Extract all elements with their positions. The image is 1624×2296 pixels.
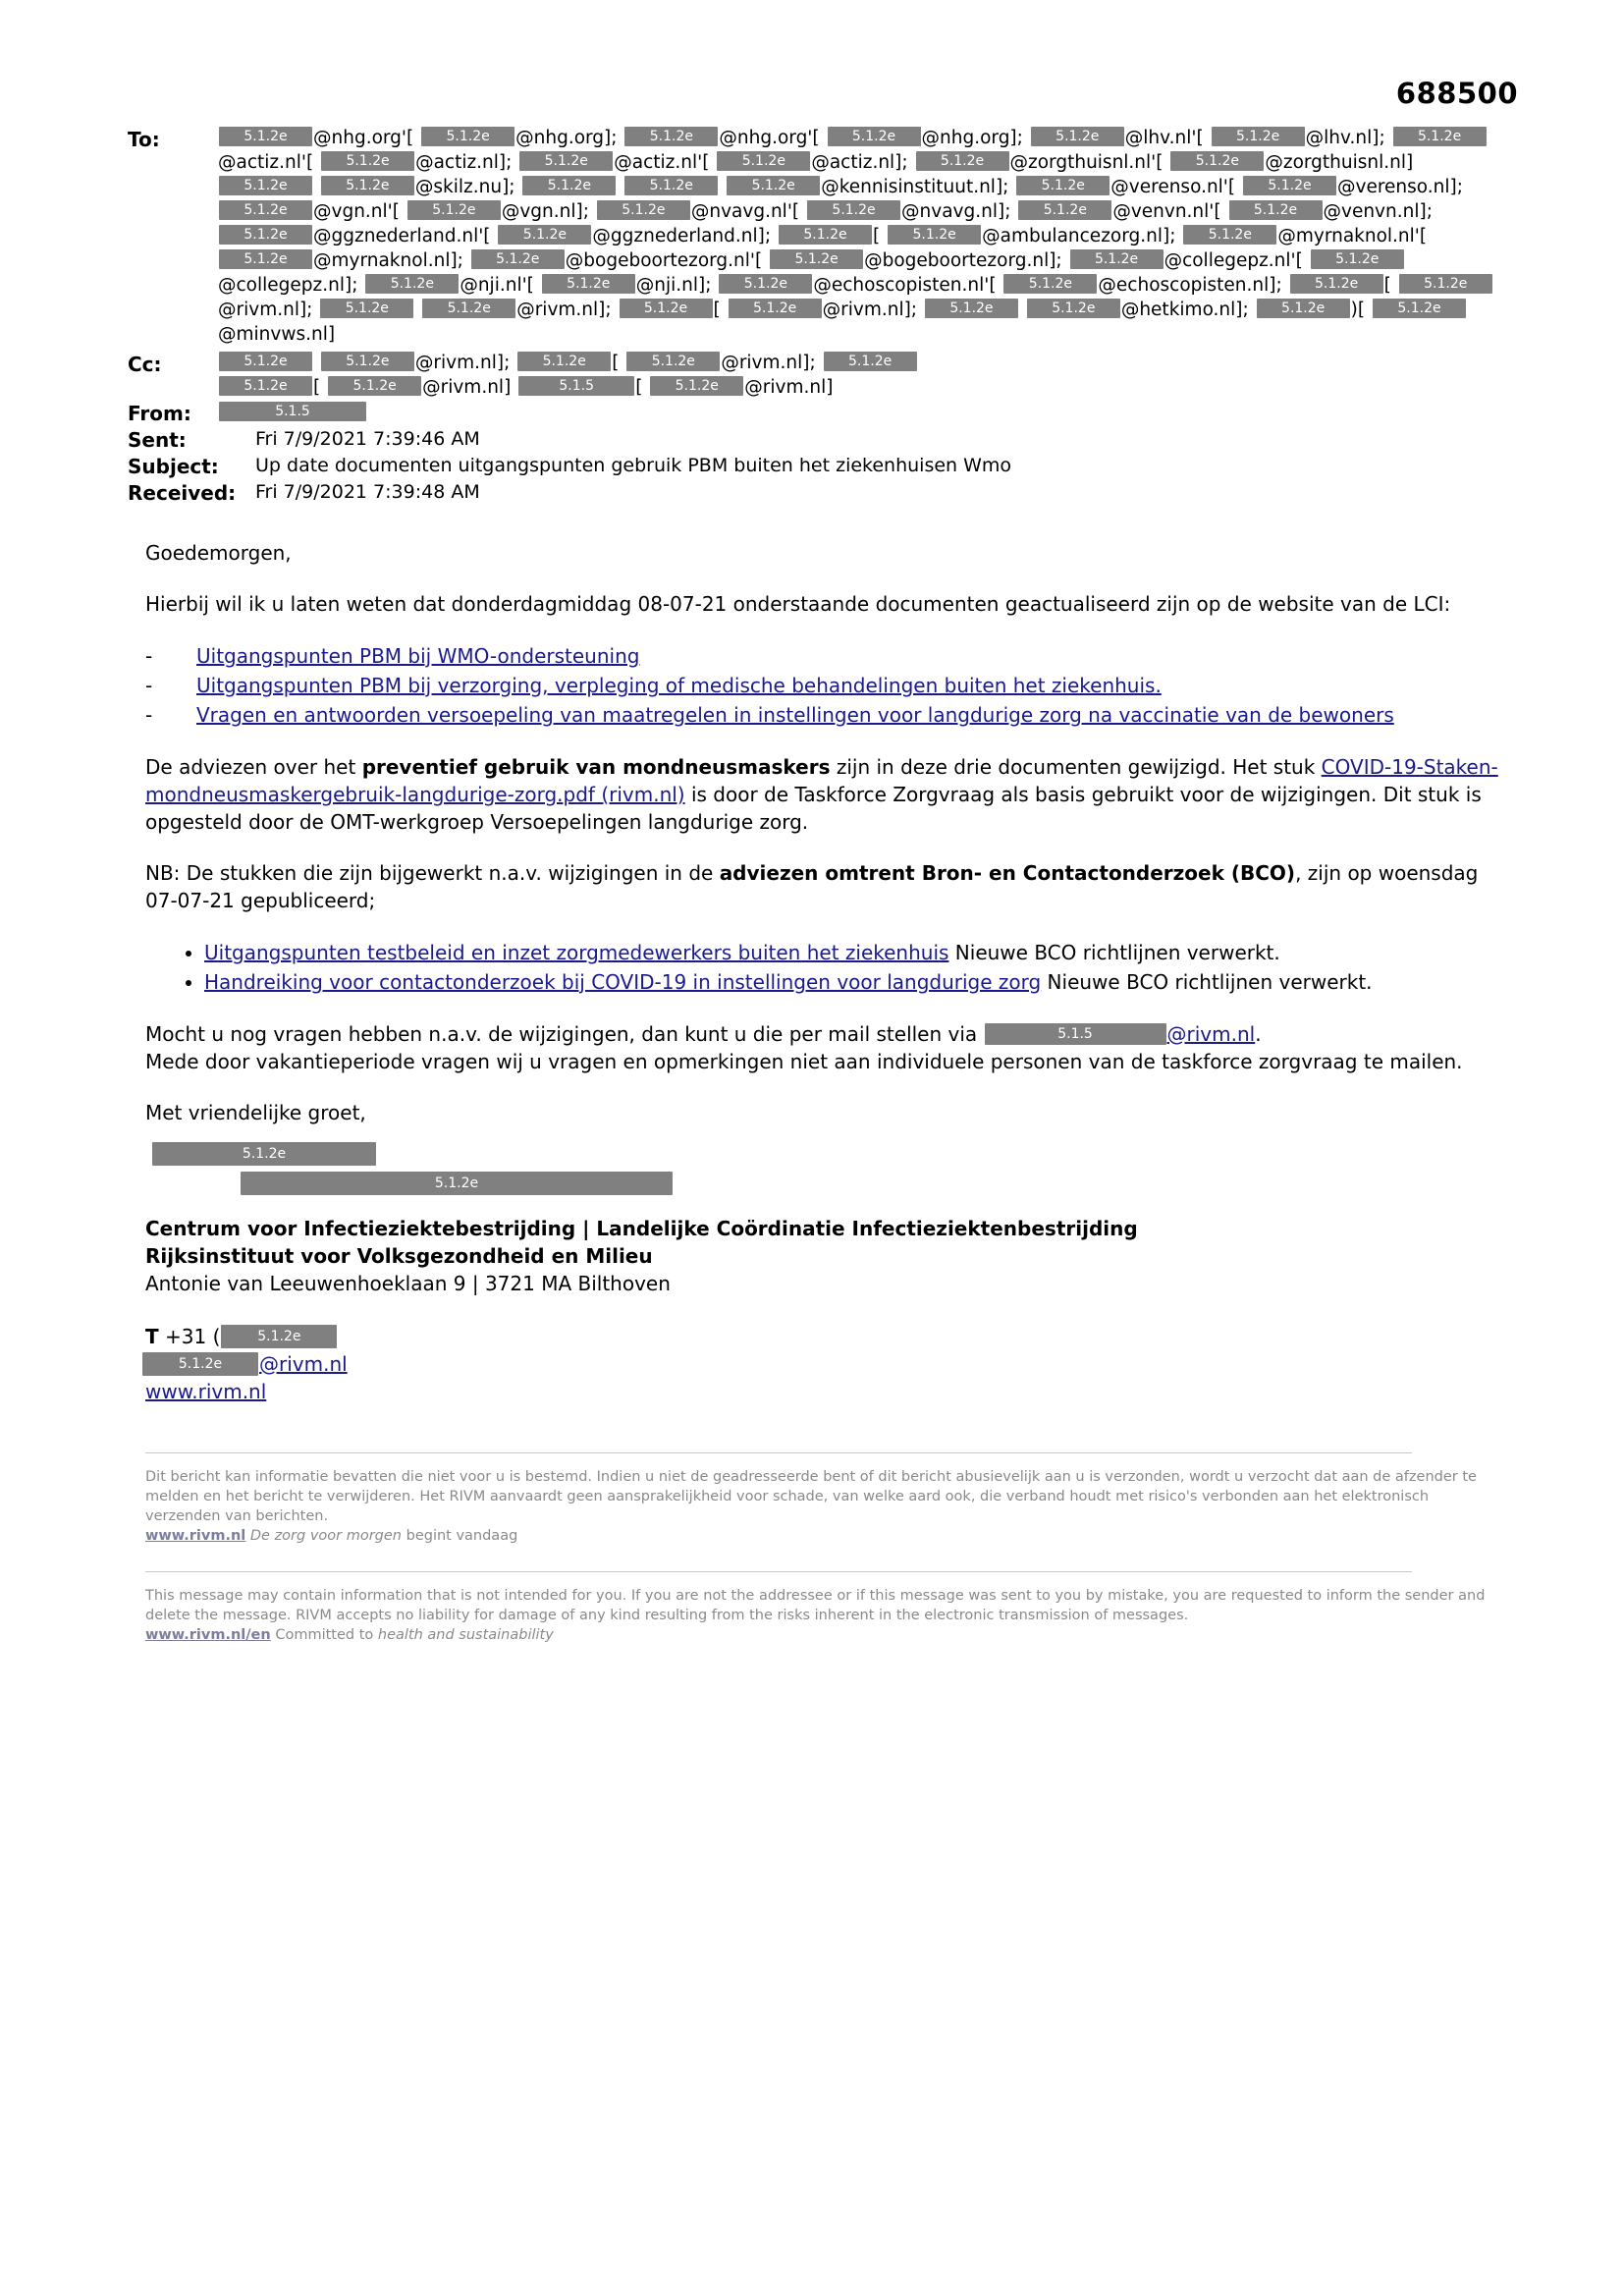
- received-value: Fri 7/9/2021 7:39:48 AM: [255, 481, 480, 503]
- redaction-box: 5.1.2e: [1031, 127, 1124, 146]
- subject-value: Up date documenten uitgangspunten gebruik PBM buiten het ziekenhuisen Wmo: [255, 455, 1012, 476]
- redaction-box: 5.1.2e: [1170, 151, 1264, 171]
- email-content: [128, 126, 1502, 1645]
- link-uitgangspunten-wmo[interactable]: Uitgangspunten PBM bij WMO-ondersteuning: [196, 644, 640, 668]
- signature-website-row: [145, 1378, 1502, 1405]
- redaction-box: 5.1.2e: [770, 249, 863, 269]
- email-body: [128, 539, 1502, 1645]
- from-label: From:: [128, 402, 191, 425]
- bullet-1-rest: Nieuwe BCO richtlijnen verwerkt.: [1041, 970, 1373, 994]
- sent-label: Sent:: [128, 428, 187, 452]
- link-contact-email[interactable]: @rivm.nl: [1166, 1022, 1256, 1046]
- redaction-box: 5.1.2e: [1393, 127, 1487, 146]
- list-item: [204, 938, 1502, 967]
- header-row-from: [128, 400, 1502, 426]
- redaction-box: 5.1.2e: [152, 1142, 376, 1166]
- disclaimer-en-text: This message may contain information that is not intended for you. If you are not the addressee or if this message was sent to you by mistake, you are requested to inform the sender and delete the message. RIVM accepts no liability for damage of any kind resulting from the risks inherent in the electronic transmission of messages.: [145, 1588, 1486, 1623]
- cc-label: Cc:: [128, 353, 162, 376]
- redaction-box: 5.1.2e: [1243, 176, 1336, 195]
- redaction-box: 5.1.2e: [1212, 127, 1305, 146]
- link-uitgangspunten-testbeleid[interactable]: Uitgangspunten testbeleid en inzet zorgmedewerkers buiten het ziekenhuis: [204, 941, 949, 964]
- header-row-subject: [128, 453, 1502, 479]
- redaction-box: 5.1.2e: [321, 176, 414, 195]
- header-row-sent: [128, 426, 1502, 453]
- redaction-box: 5.1.2e: [241, 1172, 673, 1195]
- redaction-box: 5.1.5: [518, 376, 634, 396]
- signature-org-line1: Centrum voor Infectieziektebestrijding | Landelijke Coördinatie Infectieziektenbestrijding: [145, 1217, 1138, 1240]
- redaction-box: 5.1.2e: [517, 352, 611, 371]
- redaction-box: 5.1.2e: [1311, 249, 1404, 269]
- disclaimer-block: [145, 1452, 1502, 1645]
- redaction-box: 5.1.2e: [1290, 274, 1383, 294]
- redaction-box: 5.1.2e: [498, 225, 591, 245]
- redaction-box: 5.1.2e: [142, 1352, 258, 1376]
- closing-text: Met vriendelijke groet,: [145, 1101, 366, 1124]
- redaction-box: 5.1.2e: [925, 299, 1018, 318]
- paragraph-adviezen: [145, 753, 1502, 836]
- redaction-box: 5.1.2e: [519, 151, 613, 171]
- header-row-to: [128, 126, 1502, 347]
- disclaimer-en-tagline: [145, 1625, 1502, 1645]
- redaction-box: 5.1.2e: [471, 249, 565, 269]
- redaction-box: 5.1.2e: [779, 225, 872, 245]
- received-label: Received:: [128, 481, 237, 505]
- redaction-box: 5.1.2e: [422, 299, 515, 318]
- redaction-box: 5.1.2e: [320, 299, 413, 318]
- signature-phone-row: [145, 1323, 1502, 1350]
- signature-redactions: [145, 1140, 1502, 1197]
- redaction-box: 5.1.2e: [828, 127, 921, 146]
- para3-bold: adviezen omtrent Bron- en Contactonderzoek (BCO): [719, 861, 1296, 885]
- document-links-list: [145, 641, 1502, 730]
- divider: [145, 1452, 1412, 1453]
- redaction-box: 5.1.2e: [1027, 299, 1120, 318]
- redaction-box: 5.1.2e: [1018, 200, 1111, 220]
- subject-label: Subject:: [128, 455, 219, 478]
- redaction-box: 5.1.2e: [888, 225, 981, 245]
- para2-text-c: is door de Taskforce Zorgvraag als basis gebruikt voor de wijzigingen. Dit stuk is opgesteld door de OMT-werkgroep Versoepelingen langdurige zorg.: [145, 783, 1482, 834]
- redaction-box: 5.1.2e: [1399, 274, 1492, 294]
- redaction-box: 5.1.2e: [1229, 200, 1323, 220]
- redaction-box: 5.1.2e: [421, 127, 514, 146]
- cc-recipients: 5.1.2e 5.1.2e @rivm.nl]; 5.1.2e [ 5.1.2e @rivm.nl]; 5.1.2e 5.1.2e [ 5.1.2e @rivm.nl] 5.1.5 [ 5.1.2e @rivm.nl]: [218, 351, 1502, 400]
- tagline-rest-en: Committed to: [275, 1627, 378, 1643]
- link-footer-rivm-nl[interactable]: www.rivm.nl: [145, 1528, 246, 1544]
- signature-email-row: [141, 1350, 1502, 1378]
- redaction-box: 5.1.2e: [597, 200, 690, 220]
- link-uitgangspunten-buiten-ziekenhuis[interactable]: Uitgangspunten PBM bij verzorging, verpleging of medische behandelingen buiten het ziekenhuis.: [196, 674, 1162, 697]
- redaction-box: 5.1.2e: [219, 249, 312, 269]
- tagline-rest-nl: begint vandaag: [402, 1528, 518, 1544]
- disclaimer-nl-tagline: [145, 1526, 1502, 1546]
- para4-text-c: Mede door vakantieperiode vragen wij u vragen en opmerkingen niet aan individuele personen van de taskforce zorgvraag te mailen.: [145, 1050, 1463, 1073]
- document-number: 688500: [1395, 77, 1518, 110]
- redaction-box: 5.1.2e: [650, 376, 743, 396]
- list-item: [145, 641, 1502, 671]
- phone-label: T: [145, 1325, 159, 1348]
- paragraph-nb: [145, 859, 1502, 914]
- paragraph-vragen: [145, 1020, 1502, 1075]
- para3-text-b: , zijn op woensdag 07-07-21 gepubliceerd;: [145, 861, 1479, 912]
- para2-bold: preventief gebruik van mondneusmaskers: [361, 755, 831, 779]
- para2-text-b: zijn in deze drie documenten gewijzigd. Het stuk: [830, 755, 1322, 779]
- redaction-box: 5.1.2e: [719, 274, 812, 294]
- redaction-box: 5.1.2e: [219, 352, 312, 371]
- redaction-box: 5.1.2e: [729, 299, 822, 318]
- to-label: To:: [128, 128, 160, 151]
- to-recipients: 5.1.2e @nhg.org'[ 5.1.2e @nhg.org]; 5.1.2e @nhg.org'[ 5.1.2e @nhg.org]; 5.1.2e @lhv.nl'[ 5.1.2e @lhv.nl]; 5.1.2e@actiz.nl'[ 5.1.2e @actiz.nl]; 5.1.2e @actiz.nl'[ 5.1.2e @actiz.nl]; 5.1.2e @zorgthuisnl.nl'[ 5.1.2e @zorgthuisnl.nl] 5.1.2e 5.1.2e @skilz.nu]; 5.1.2e 5.1.2e 5.1.2e @kennisinstituut.nl]; 5.1.2e @verenso.nl'[ 5.1.2e @verenso.nl]; 5.1.2e @vgn.nl'[ 5.1.2e @vgn.nl]; 5.1.2e @nvavg.nl'[ 5.1.2e @nvavg.nl]; 5.1.2e @venvn.nl'[ 5.1.2e @venvn.nl]; 5.1.2e @ggznederland.nl'[ 5.1.2e @ggznederland.nl]; 5.1.2e [ 5.1.2e @ambulancezorg.nl]; 5.1.2e @myrnaknol.nl'[ 5.1.2e @myrnaknol.nl]; 5.1.2e @bogeboortezorg.nl'[ 5.1.2e @bogeboortezorg.nl]; 5.1.2e @collegepz.nl'[ 5.1.2e@collegepz.nl]; 5.1.2e @nji.nl'[ 5.1.2e @nji.nl]; 5.1.2e @echoscopisten.nl'[ 5.1.2e @echoscopisten.nl]; 5.1.2e [ 5.1.2e@rivm.nl]; 5.1.2e 5.1.2e @rivm.nl]; 5.1.2e [ 5.1.2e @rivm.nl]; 5.1.2e 5.1.2e @hetkimo.nl]; 5.1.2e )[ 5.1.2e@minvws.nl]: [218, 126, 1502, 347]
- from-value: [218, 400, 1502, 425]
- bco-bullet-list: [145, 938, 1502, 997]
- redaction-box: 5.1.2e: [321, 352, 414, 371]
- redaction-box: 5.1.2e: [717, 151, 810, 171]
- redaction-box: 5.1.2e: [407, 200, 501, 220]
- redaction-box: 5.1.2e: [1016, 176, 1110, 195]
- dash-marker: -: [145, 674, 153, 697]
- redaction-box: 5.1.2e: [916, 151, 1009, 171]
- redaction-box: 5.1.2e: [727, 176, 820, 195]
- redaction-box: 5.1.2e: [1183, 225, 1276, 245]
- link-rivm-website[interactable]: www.rivm.nl: [145, 1380, 267, 1403]
- intro-paragraph: Hierbij wil ik u laten weten dat donderdagmiddag 08-07-21 onderstaande documenten geactualiseerd zijn op de website van de LCI:: [145, 592, 1451, 616]
- redaction-box: 5.1.2e: [365, 274, 459, 294]
- redaction-box: 5.1.2e: [321, 151, 414, 171]
- tagline-italic-nl: De zorg voor morgen: [249, 1528, 402, 1544]
- divider: [145, 1571, 1412, 1572]
- list-item: [145, 671, 1502, 700]
- redaction-box: 5.1.5: [985, 1023, 1166, 1045]
- redaction-box: 5.1.2e: [1373, 299, 1466, 318]
- redaction-box: 5.1.2e: [624, 127, 718, 146]
- redaction-box: 5.1.2e: [522, 176, 616, 195]
- link-covid19-staken-mondneusmaskergebruik[interactable]: COVID-19-Staken-mondneusmaskergebruik-langdurige-zorg.pdf (rivm.nl): [145, 755, 1498, 806]
- redaction-box: 5.1.2e: [1257, 299, 1350, 318]
- greeting-text: Goedemorgen,: [145, 541, 292, 565]
- para4-text-a: Mocht u nog vragen hebben n.a.v. de wijzigingen, dan kunt u die per mail stellen via: [145, 1022, 984, 1046]
- redaction-box: 5.1.2e: [219, 176, 312, 195]
- list-item: [145, 700, 1502, 730]
- signature-org-line2: Rijksinstituut voor Volksgezondheid en Milieu: [145, 1244, 653, 1268]
- link-signature-email[interactable]: @rivm.nl: [259, 1352, 348, 1376]
- dash-marker: -: [145, 703, 153, 727]
- redaction-box: 5.1.2e: [626, 352, 720, 371]
- redaction-box: 5.1.2e: [328, 376, 421, 396]
- dash-marker: -: [145, 644, 153, 668]
- link-vragen-antwoorden-versoepeling[interactable]: Vragen en antwoorden versoepeling van maatregelen in instellingen voor langdurige zorg na vaccinatie van de bewoners: [196, 703, 1394, 727]
- redaction-box: 5.1.2e: [219, 225, 312, 245]
- redaction-box: 5.1.2e: [219, 127, 312, 146]
- email-header: [128, 126, 1502, 506]
- signature-address: Antonie van Leeuwenhoeklaan 9 | 3721 MA Bilthoven: [145, 1272, 671, 1295]
- redaction-box: 5.1.2e: [1003, 274, 1097, 294]
- link-footer-rivm-en[interactable]: www.rivm.nl/en: [145, 1627, 271, 1643]
- redaction-box: 5.1.2e: [221, 1325, 337, 1348]
- para4-text-b: .: [1255, 1022, 1262, 1046]
- disclaimer-nl-text: Dit bericht kan informatie bevatten die niet voor u is bestemd. Indien u niet de geadresseerde bent of dit bericht abusievelijk aan u is verzonden, wordt u verzocht dat aan de afzender te melden en het bericht te verwijderen. Het RIVM aanvaardt geen aansprakelijkheid voor schade, van welke aard ook, die verband houdt met risico's verbonden aan het elektronisch verzenden van berichten.: [145, 1469, 1477, 1524]
- header-row-received: [128, 479, 1502, 506]
- redaction-box: 5.1.2e: [620, 299, 713, 318]
- redaction-box: 5.1.5: [219, 402, 366, 421]
- tagline-italic-en: health and sustainability: [377, 1627, 554, 1643]
- sent-value: Fri 7/9/2021 7:39:46 AM: [255, 428, 480, 450]
- header-row-cc: [128, 351, 1502, 400]
- redaction-box: 5.1.2e: [807, 200, 900, 220]
- phone-text: +31 (: [165, 1325, 221, 1348]
- para2-text-a: De adviezen over het: [145, 755, 362, 779]
- redaction-box: 5.1.2e: [219, 376, 312, 396]
- redaction-box: 5.1.2e: [219, 200, 312, 220]
- redaction-box: 5.1.2e: [1070, 249, 1164, 269]
- redaction-box: 5.1.2e: [542, 274, 635, 294]
- redaction-box: 5.1.2e: [624, 176, 718, 195]
- list-item: [204, 967, 1502, 997]
- link-handreiking-contactonderzoek[interactable]: Handreiking voor contactonderzoek bij COVID-19 in instellingen voor langdurige zorg: [204, 970, 1042, 994]
- para3-text-a: NB: De stukken die zijn bijgewerkt n.a.v. wijzigingen in de: [145, 861, 720, 885]
- redaction-box: 5.1.2e: [824, 352, 917, 371]
- bullet-0-rest: Nieuwe BCO richtlijnen verwerkt.: [948, 941, 1280, 964]
